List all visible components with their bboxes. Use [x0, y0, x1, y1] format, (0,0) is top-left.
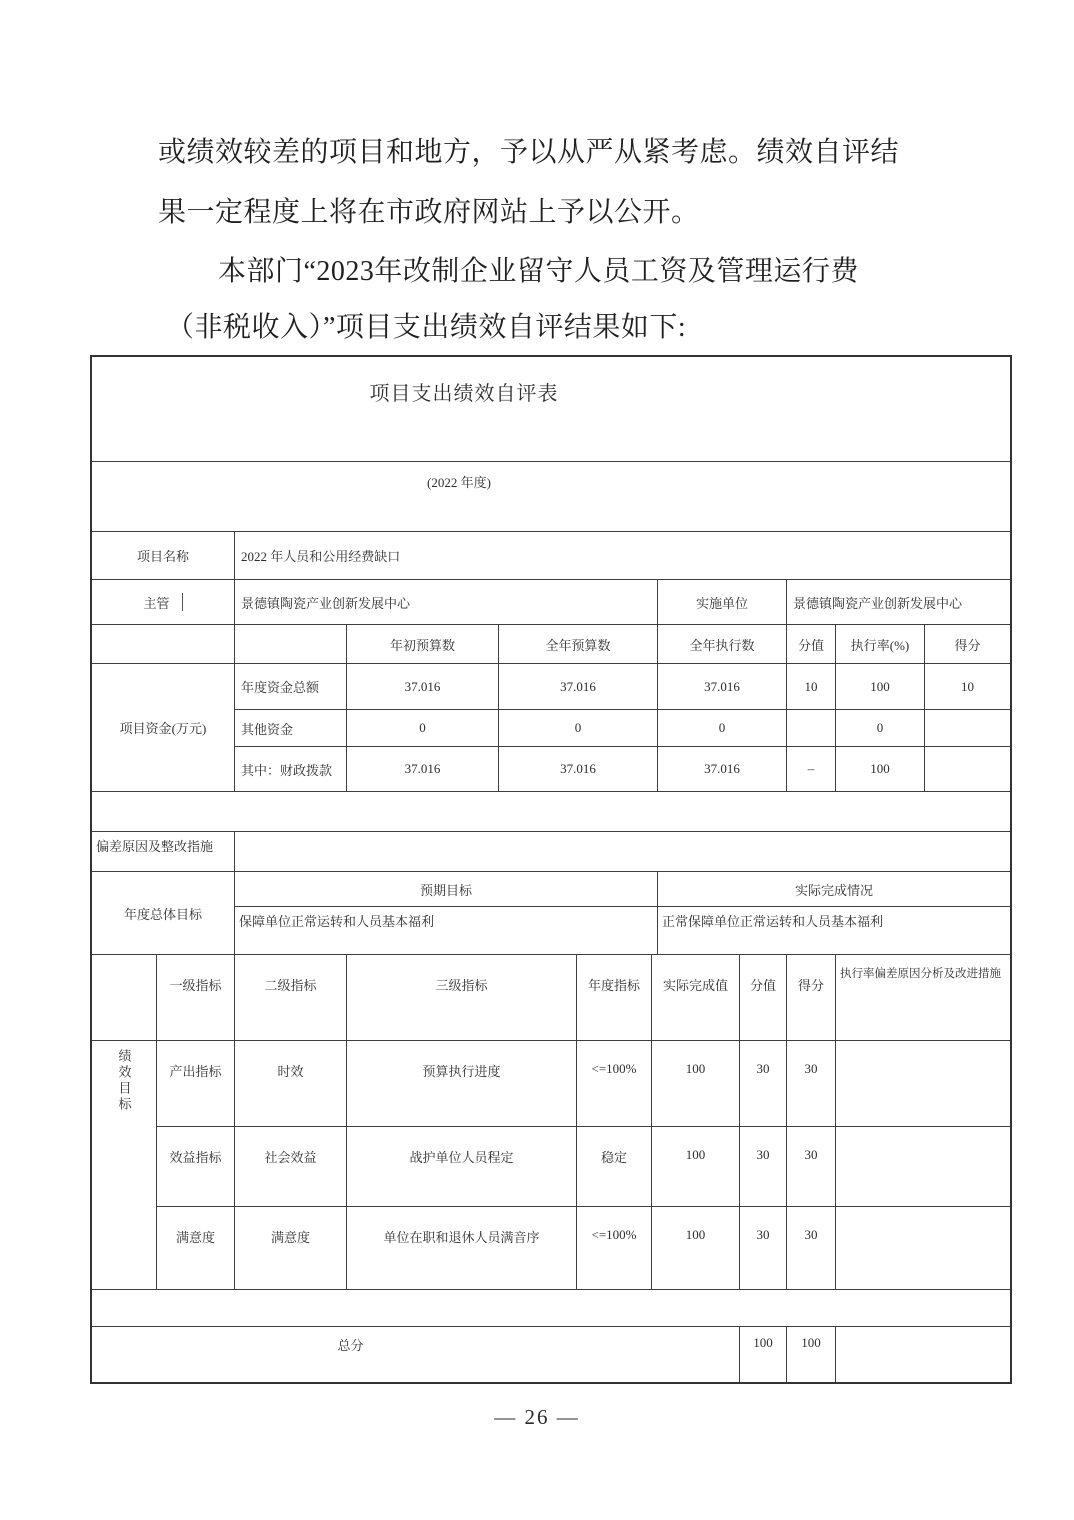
indicator-cell: 30 [787, 1041, 836, 1127]
indicator-header-actual: 实际完成值 [652, 955, 740, 1041]
divider-tick [182, 593, 183, 611]
funds-value: 10 [787, 664, 836, 710]
funds-value [925, 710, 1010, 747]
funds-sublabel-total: 年度资金总额 [235, 664, 347, 710]
indicator-cell: 30 [787, 1127, 836, 1207]
indicator-cell: 预算执行进度 [347, 1041, 577, 1127]
indicator-header-score: 得分 [787, 955, 836, 1041]
body-text-line-1: 或绩效较差的项目和地方，予以从严从紧考虑。绩效自评结 [158, 137, 900, 168]
indicator-cell: 社会效益 [235, 1127, 347, 1207]
actual-completion-value: 正常保障单位正常运转和人员基本福利 [658, 907, 1010, 955]
table-title: 项目支出绩效自评表 [92, 357, 1010, 462]
indicator-cell: 30 [740, 1207, 787, 1290]
funds-header-score: 得分 [925, 625, 1010, 664]
funds-sublabel-other: 其他资金 [235, 710, 347, 747]
funds-value: 0 [658, 710, 787, 747]
project-name-label: 项目名称 [92, 532, 235, 580]
indicator-cell: 满意度 [235, 1207, 347, 1290]
supervisor-value: 景德镇陶瓷产业创新发展中心 [235, 580, 658, 625]
indicator-cell: 30 [740, 1127, 787, 1207]
funds-value: 37.016 [347, 664, 499, 710]
empty-cell [836, 1327, 1010, 1382]
empty-cell [836, 1127, 1010, 1207]
indicator-cell: 100 [652, 1207, 740, 1290]
funds-header-initial-budget: 年初预算数 [347, 625, 499, 664]
indicator-header-level2: 二级指标 [235, 955, 347, 1041]
total-score: 100 [787, 1327, 836, 1382]
funds-value: 100 [836, 747, 925, 792]
total-score-weight: 100 [740, 1327, 787, 1382]
supervisor-label [92, 580, 235, 625]
empty-cell [92, 955, 157, 1041]
project-name-value: 2022 年人员和公用经费缺口 [235, 532, 1010, 580]
impl-unit-value: 景德镇陶瓷产业创新发展中心 [787, 580, 1010, 625]
indicator-cell: <=100% [577, 1207, 652, 1290]
funds-value: 0 [499, 710, 658, 747]
indicator-header-annual: 年度指标 [577, 955, 652, 1041]
empty-cell [235, 625, 347, 664]
funds-value: 0 [347, 710, 499, 747]
indicator-header-weight: 分值 [740, 955, 787, 1041]
supervisor-label-text: 主管 [143, 595, 170, 611]
body-text-line-4: （非税收入）”项目支出绩效自评结果如下: [166, 312, 687, 343]
funds-header-annual-budget: 全年预算数 [499, 625, 658, 664]
impl-unit-label: 实施单位 [658, 580, 787, 625]
performance-goal-side-label [92, 1041, 157, 1290]
funds-value: 37.016 [347, 747, 499, 792]
actual-completion-header: 实际完成情况 [658, 872, 1010, 907]
empty-cell [92, 625, 235, 664]
funds-value: 37.016 [658, 664, 787, 710]
performance-goal-side-label-text: 绩效目标 [116, 1049, 132, 1113]
indicator-cell: 时效 [235, 1041, 347, 1127]
indicator-cell: 100 [652, 1041, 740, 1127]
body-text-line-3: 本部门“2023年改制企业留守人员工资及管理运行费 [218, 256, 859, 287]
indicator-header-deviation-analysis: 执行率偏差原因分析及改进措施 [836, 955, 1010, 1041]
indicator-cell: 产出指标 [157, 1041, 235, 1127]
indicator-cell: 单位在职和退休人员满音序 [347, 1207, 577, 1290]
annual-goal-label: 年度总体目标 [92, 872, 235, 955]
funds-value: 10 [925, 664, 1010, 710]
expected-goal-value: 保障单位正常运转和人员基本福利 [235, 907, 658, 955]
table-year: (2022 年度) [92, 462, 1010, 532]
page-number: — 26 — [494, 1405, 580, 1429]
funds-value [787, 710, 836, 747]
indicator-cell: 100 [652, 1127, 740, 1207]
empty-cell [836, 1041, 1010, 1127]
indicator-cell: 稳定 [577, 1127, 652, 1207]
indicator-cell: 满意度 [157, 1207, 235, 1290]
empty-row [92, 792, 1010, 832]
funds-value [925, 747, 1010, 792]
body-text-line-2: 果一定程度上将在市政府网站上予以公开。 [158, 197, 700, 228]
indicator-header-level1: 一级指标 [157, 955, 235, 1041]
funds-value: 37.016 [658, 747, 787, 792]
funds-sublabel-fiscal: 其中：财政拨款 [235, 747, 347, 792]
indicator-cell: 30 [787, 1207, 836, 1290]
expected-goal-header: 预期目标 [235, 872, 658, 907]
indicator-header-level3: 三级指标 [347, 955, 577, 1041]
funds-header-annual-executed: 全年执行数 [658, 625, 787, 664]
funds-value: – [787, 747, 836, 792]
deviation-label: 偏差原因及整改指施 [92, 832, 235, 872]
funds-value: 37.016 [499, 664, 658, 710]
funds-value: 100 [836, 664, 925, 710]
funds-value: 0 [836, 710, 925, 747]
indicator-cell: 效益指标 [157, 1127, 235, 1207]
indicator-cell: 30 [740, 1041, 787, 1127]
empty-cell [836, 1207, 1010, 1290]
funds-row-label: 项目资金(万元) [92, 664, 235, 792]
empty-row [92, 1290, 1010, 1327]
indicator-cell: <=100% [577, 1041, 652, 1127]
indicator-cell: 战护单位人员程定 [347, 1127, 577, 1207]
performance-self-evaluation-table [90, 355, 1012, 1384]
funds-header-exec-rate: 执行率(%) [836, 625, 925, 664]
deviation-value [235, 832, 1010, 872]
total-label: 总分 [92, 1327, 740, 1382]
funds-header-score-weight: 分值 [787, 625, 836, 664]
funds-value: 37.016 [499, 747, 658, 792]
